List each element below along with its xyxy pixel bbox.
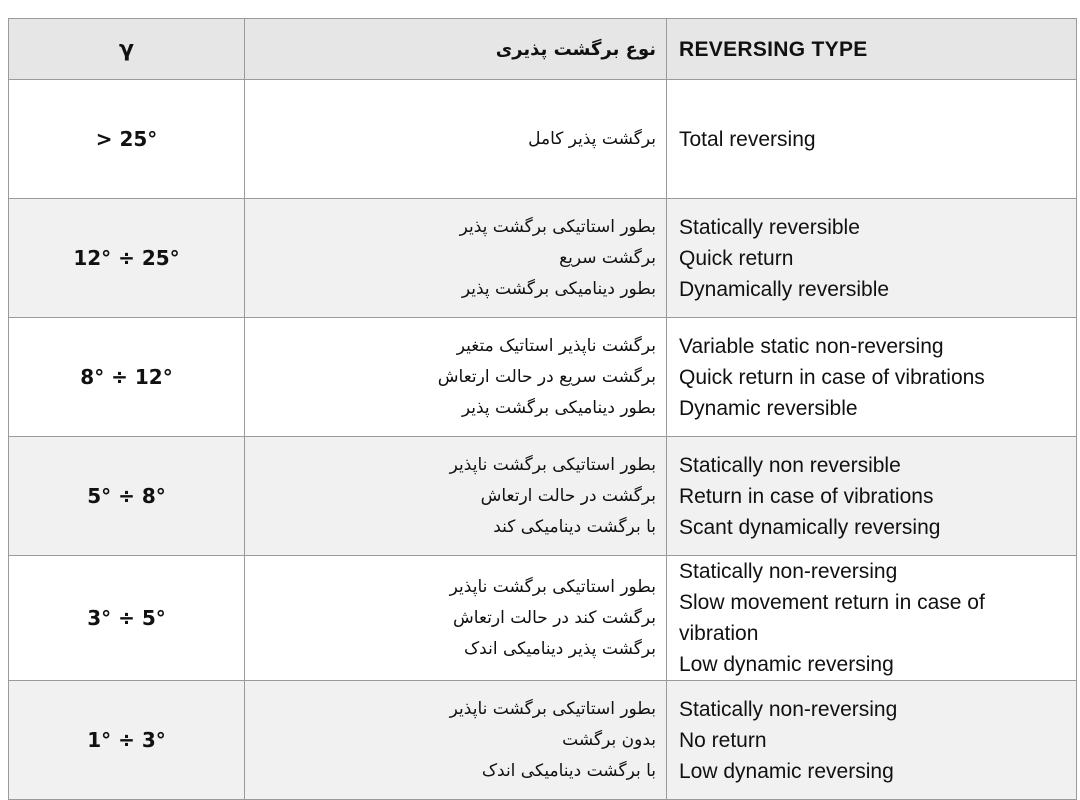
persian-line: بدون برگشت: [562, 729, 656, 750]
reversing-type-table: [8, 18, 1077, 800]
english-line: No return: [679, 728, 767, 752]
persian-line: برگشت کند در حالت ارتعاش: [453, 607, 656, 628]
persian-line: بطور استاتیکی برگشت پذیر: [459, 216, 656, 237]
persian-line: برگشت سریع در حالت ارتعاش: [437, 366, 656, 387]
english-cell: [667, 80, 1077, 199]
table-row: [9, 80, 1077, 199]
angle-cell: 5° ÷ 8°: [9, 437, 245, 556]
table-row: [9, 318, 1077, 437]
english-line: Low dynamic reversing: [679, 759, 894, 783]
persian-cell: [245, 681, 667, 800]
english-line: Variable static non-reversing: [679, 334, 944, 358]
english-cell: [667, 681, 1077, 800]
english-line: Return in case of vibrations: [679, 484, 934, 508]
english-line: Dynamically reversible: [679, 277, 890, 301]
table-row: [9, 199, 1077, 318]
persian-line: بطور استاتیکی برگشت ناپذیر: [449, 698, 656, 719]
persian-line: برگشت پذیر دینامیکی اندک: [463, 638, 656, 659]
english-line: Statically non-reversing: [679, 560, 898, 583]
english-line: Statically non reversible: [679, 453, 901, 477]
persian-line: بطور استاتیکی برگشت ناپذیر: [449, 576, 656, 597]
persian-line: برگشت سریع: [559, 247, 656, 268]
persian-line: برگشت در حالت ارتعاش: [480, 485, 656, 506]
persian-cell: [245, 80, 667, 199]
header-english: REVERSING TYPE: [667, 19, 1077, 80]
table-row: [9, 556, 1077, 681]
english-line: Quick return in case of vibrations: [679, 365, 985, 389]
header-angle: γ: [9, 19, 245, 80]
angle-cell: 1° ÷ 3°: [9, 681, 245, 800]
english-line: Scant dynamically reversing: [679, 515, 941, 539]
english-line: Quick return: [679, 246, 794, 270]
table-row: [9, 437, 1077, 556]
persian-line: با برگشت دینامیکی کند: [493, 516, 656, 537]
english-line: Statically reversible: [679, 215, 860, 239]
english-line: vibration: [679, 622, 759, 645]
english-cell: [667, 556, 1077, 681]
english-line: Total reversing: [679, 127, 816, 151]
persian-line: بطور دینامیکی برگشت پذیر: [461, 397, 656, 418]
persian-cell: [245, 437, 667, 556]
english-line: Slow movement return in case of: [679, 591, 985, 614]
table-body: [9, 80, 1077, 800]
persian-cell: [245, 199, 667, 318]
persian-cell: [245, 556, 667, 681]
persian-line: بطور استاتیکی برگشت ناپذیر: [449, 454, 656, 475]
table-header-row: [9, 19, 1077, 80]
english-cell: [667, 318, 1077, 437]
angle-cell: 12° ÷ 25°: [9, 199, 245, 318]
persian-line: بطور دینامیکی برگشت پذیر: [461, 278, 656, 299]
persian-line: با برگشت دینامیکی اندک: [481, 760, 656, 781]
persian-cell: [245, 318, 667, 437]
angle-cell: > 25°: [9, 80, 245, 199]
persian-line: برگشت پذیر کامل: [528, 128, 656, 149]
english-line: Dynamic reversible: [679, 396, 858, 420]
angle-cell: 8° ÷ 12°: [9, 318, 245, 437]
english-cell: [667, 199, 1077, 318]
angle-cell: 3° ÷ 5°: [9, 556, 245, 681]
persian-line: برگشت ناپذیر استاتیک متغیر: [456, 335, 656, 356]
english-cell: [667, 437, 1077, 556]
table-row: [9, 681, 1077, 800]
header-persian: نوع برگشت پذیری: [245, 19, 667, 80]
english-line: Statically non-reversing: [679, 697, 898, 721]
english-line: Low dynamic reversing: [679, 653, 894, 676]
